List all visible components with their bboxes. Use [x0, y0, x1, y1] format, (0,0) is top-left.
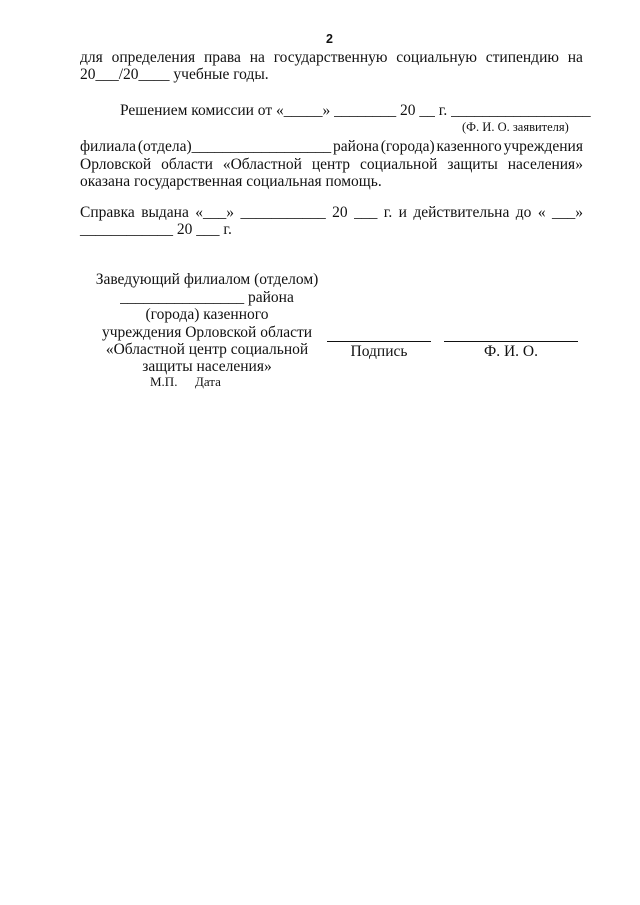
stamp-label: М.П.: [150, 374, 178, 389]
word: 20: [332, 204, 348, 221]
decision-line3: [80, 157, 583, 173]
word: действительна: [413, 204, 510, 221]
word: (отдела)__________________: [137, 138, 332, 155]
word: стипендию: [485, 49, 559, 66]
signature-label: Подпись: [350, 343, 408, 360]
signature-line: [327, 341, 431, 342]
decision-line2: [80, 139, 583, 155]
certificate-line1: [80, 205, 583, 221]
word: учреждения: [503, 138, 583, 155]
branch-district: ________________ района: [120, 289, 294, 306]
word: района: [333, 138, 379, 155]
word: права: [203, 49, 241, 66]
decision-line1: Решением комиссии от «_____» ________ 20 __ г. __________________: [120, 102, 591, 119]
word: (города): [380, 138, 435, 155]
word: Орловской: [80, 156, 152, 173]
word: и: [398, 204, 407, 221]
page-number: 2: [326, 32, 333, 46]
para1-line2: 20___/20____ учебные годы.: [80, 66, 269, 83]
para1-line1: [80, 50, 583, 66]
word: г.: [383, 204, 393, 221]
name-line: [444, 341, 578, 342]
word: на: [567, 49, 583, 66]
word: ___»: [551, 204, 583, 221]
word: для: [80, 49, 103, 66]
word: ___________: [240, 204, 326, 221]
institution-line2: учреждения Орловской области: [101, 324, 313, 341]
word: ___: [354, 204, 378, 221]
institution-line1: (города) казенного: [145, 306, 269, 323]
word: государственную: [273, 49, 388, 66]
word: казенного: [436, 138, 502, 155]
decision-line4: оказана государственная социальная помощь.: [80, 173, 382, 190]
word: выдана: [141, 204, 189, 221]
word: «: [537, 204, 546, 221]
word: социальной: [360, 156, 438, 173]
word: защиты: [447, 156, 498, 173]
word: «___»: [195, 204, 235, 221]
institution-line3: «Областной центр социальной: [105, 341, 309, 358]
institution-line4: защиты населения»: [142, 358, 272, 375]
word: на: [249, 49, 265, 66]
head-title: Заведующий филиалом (отделом): [95, 271, 319, 288]
word: центр: [311, 156, 351, 173]
word: Справка: [80, 204, 135, 221]
word: до: [515, 204, 532, 221]
date-label: Дата: [195, 374, 221, 389]
word: социальную: [396, 49, 477, 66]
word: области: [161, 156, 213, 173]
name-label: Ф. И. О.: [483, 343, 538, 360]
word: филиала: [80, 138, 136, 155]
word: населения»: [507, 156, 583, 173]
word: определения: [111, 49, 196, 66]
certificate-line2: ____________ 20 ___ г.: [80, 221, 232, 238]
word: «Областной: [222, 156, 302, 173]
applicant-name-caption: (Ф. И. О. заявителя): [462, 120, 569, 134]
